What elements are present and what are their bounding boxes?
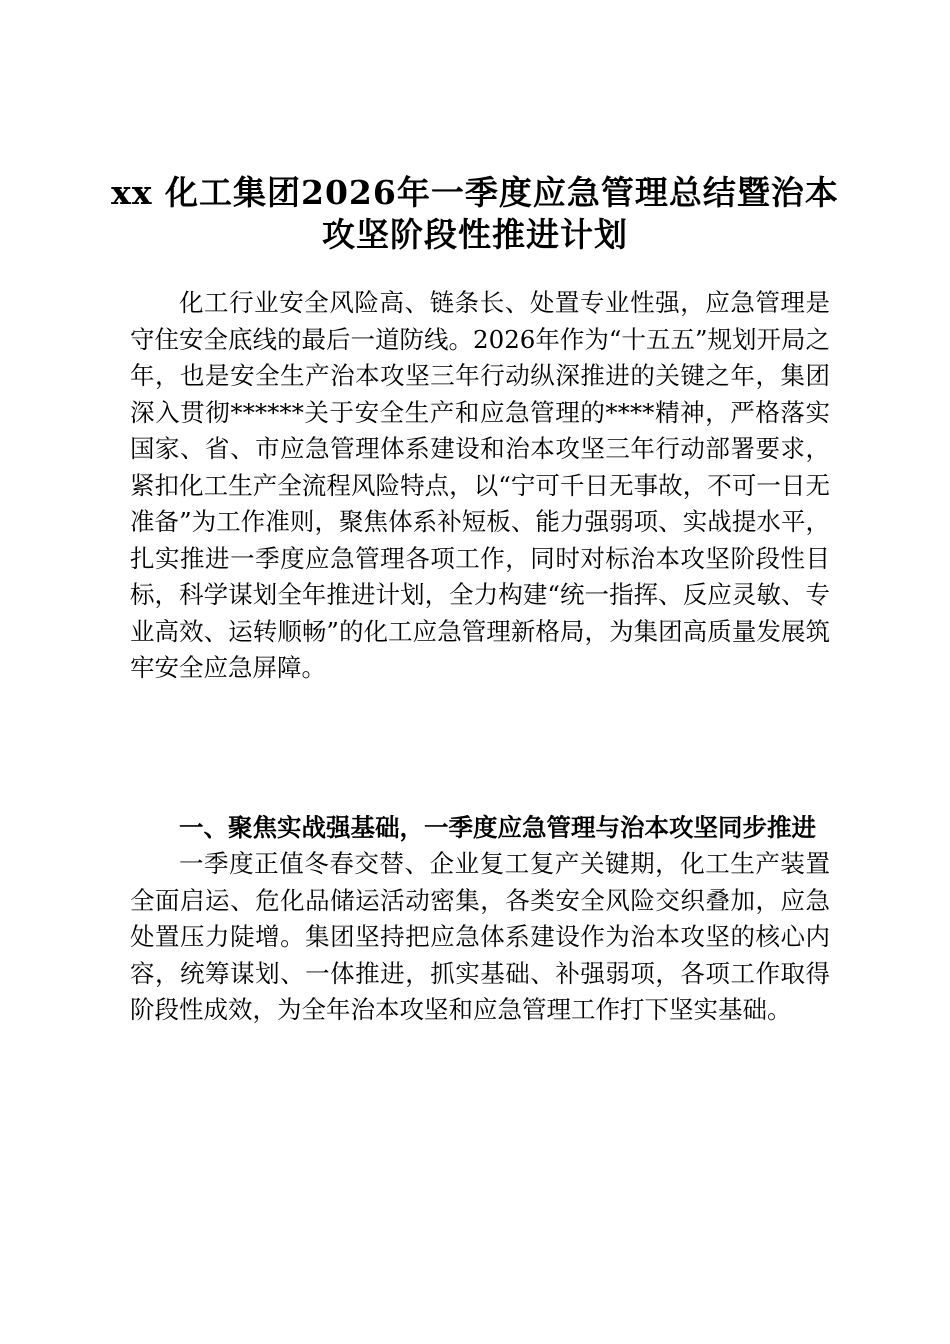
intro-paragraph: 化工行业安全风险高、链条长、处置专业性强，应急管理是守住安全底线的最后一道防线。2026年作为“十五五”规划开局之年，也是安全生产治本攻坚三年行动纵深推进的关键之年，集团深入贯彻******关于安全生产和应急管理的****精神，严格落实国家、省、市应急管理体系建设和治本攻坚三年行动部署要求，紧扣化工生产全流程风险特点，以“宁可千日无事故，不可一日无准备”为工作准则，聚焦体系补短板、能力强弱项、实战提水平，扎实推进一季度应急管理各项工作，同时对标治本攻坚阶段性目标，科学谋划全年推进计划，全力构建“统一指挥、反应灵敏、专业高效、运转顺畅”的化工应急管理新格局，为集团高质量发展筑牢安全应急屏障。 (130, 288, 830, 682)
section-heading-1: 一、聚焦实战强基础，一季度应急管理与治本攻坚同步推进 (179, 813, 816, 842)
section-1-paragraph: 一季度正值冬春交替、企业复工复产关键期，化工生产装置全面启运、危化品储运活动密集，各类安全风险交织叠加，应急处置压力陡增。集团坚持把应急体系建设作为治本攻坚的核心内容，统筹谋划、一体推进，抓实基础、补强弱项，各项工作取得阶段性成效，为全年治本攻坚和应急管理工作打下坚实基础。 (130, 849, 830, 1024)
document-title: xx 化工集团2026年一季度应急管理总结暨治本攻坚阶段性推进计划 (111, 173, 839, 254)
